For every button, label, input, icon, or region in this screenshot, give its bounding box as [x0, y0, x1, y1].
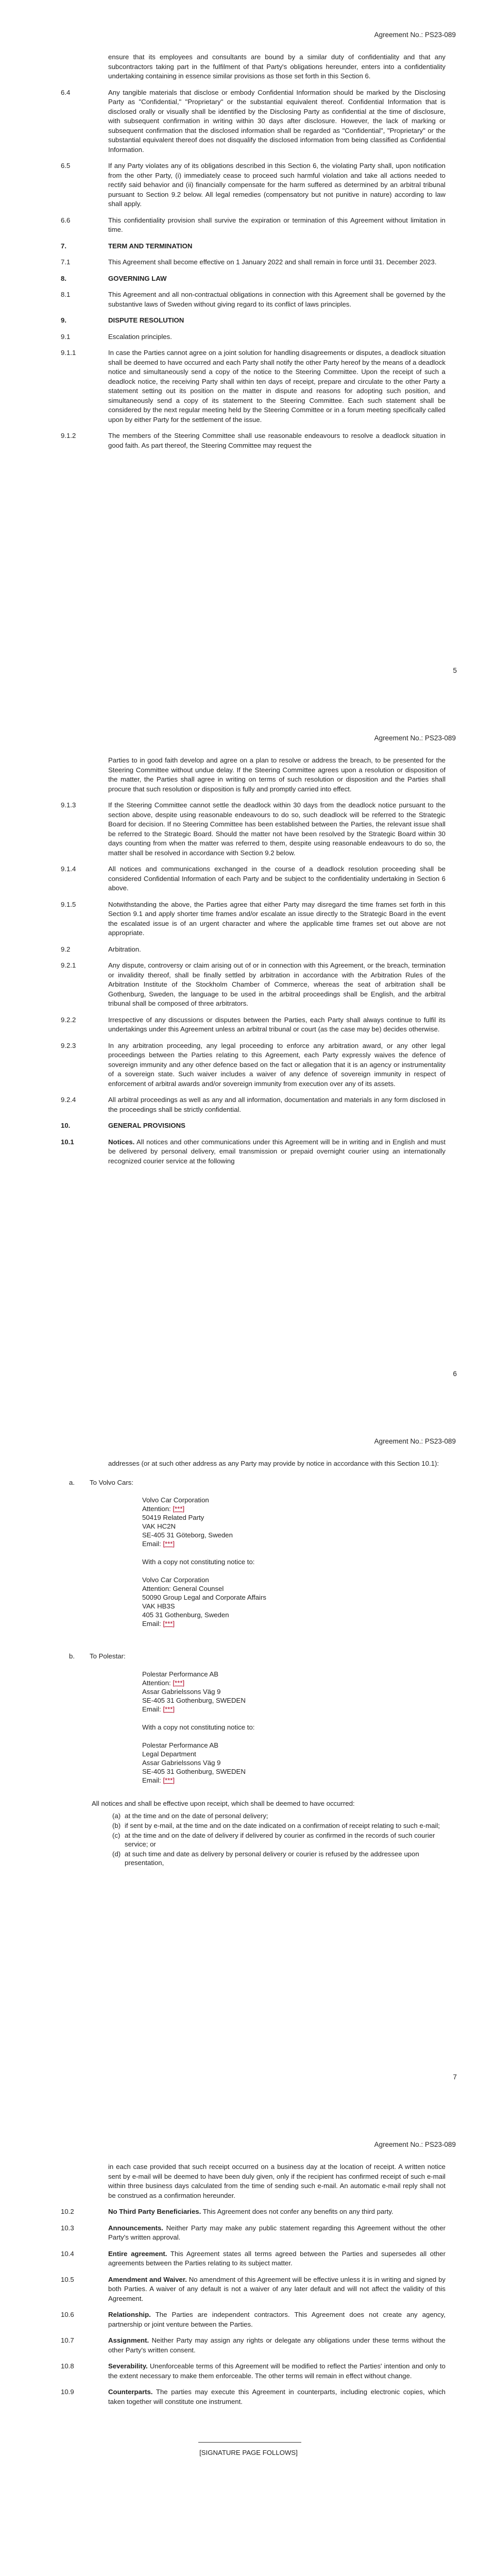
address-line: VAK HC2N — [142, 1522, 176, 1530]
address-line: Legal Department — [142, 1750, 196, 1758]
page-6 — [0, 703, 497, 1406]
section-title: DISPUTE RESOLUTION — [108, 316, 184, 324]
clause-6-6 — [61, 216, 445, 235]
list-label: b. — [69, 1652, 75, 1660]
clause-number: 10.9 — [61, 2388, 74, 2396]
clause-9-1 — [61, 332, 445, 342]
clause-number: 10.7 — [61, 2336, 74, 2344]
clause-number: 9.2.2 — [61, 1015, 76, 1024]
clause-9-2-3 — [61, 1041, 445, 1089]
clause-text: addresses (or at such other address as any Party may provide by notice in accordance with this Section 10.1): — [108, 1460, 439, 1467]
clause-title: Notices. — [108, 1138, 135, 1146]
receipt-item — [112, 1821, 445, 1830]
signature-divider — [198, 2442, 301, 2443]
address-line: 50419 Related Party — [142, 1514, 204, 1521]
clause-title: Severability. — [108, 2362, 148, 2370]
clause-number: 7.1 — [61, 258, 71, 266]
clause-text: If any Party violates any of its obligations described in this Section 6, the violating Party shall, upon notification from the other Party, (i) immediately cease to proceed such harmful violation and take all actions needed to rectify said behavior and (ii) financially compensate for the harm suffered as determined by an arbitral tribunal pursuant to Section 9.2 below. All legal remedies (compensatory but not punitive in nature) according to law shall apply. — [108, 162, 445, 208]
section-title: GENERAL PROVISIONS — [108, 1122, 185, 1129]
receipt-item-label: (d) — [112, 1850, 121, 1858]
address-line: Polestar Performance AB — [142, 1670, 219, 1678]
clause-text: This confidentiality provision shall survive the expiration or termination of this Agreement without limitation in time. — [108, 216, 445, 233]
clause-10-6 — [61, 2310, 445, 2329]
receipt-conditions — [112, 1811, 445, 1867]
page-5-content — [61, 53, 445, 457]
address-email: Email: [***] — [142, 1540, 175, 1548]
clause-number: 6.5 — [61, 162, 71, 170]
receipt-item-label: (c) — [112, 1832, 121, 1839]
clause-10-1 — [61, 1138, 445, 1166]
clause-body: This Agreement states all terms agreed between the Parties and supersedes all other agreements between the Parties relating to its subject matter. — [108, 2249, 445, 2267]
clause-number: 10.3 — [61, 2224, 74, 2232]
clause-text: Notwithstanding the above, the Parties agree that either Party may disregard the time frames set forth in this Section 9.1 and apply shorter time frames and/or escalate an issue directly to the Strategic Board in the event the escalated issue is of an urgent character and where the applicable time frames set out above are not appropriate. — [108, 900, 445, 937]
clause-text — [108, 2310, 445, 2329]
address-line: Assar Gabrielssons Väg 9 — [142, 1687, 221, 1696]
clause-body: All notices and other communications under this Agreement will be in writing and in English and must be delivered by personal delivery, email transmission or prepaid overnight courier using an internationally recognized courier service at the following — [108, 1138, 445, 1165]
clause-body: This Agreement does not confer any benefits on any third party. — [201, 2208, 393, 2215]
clause-text — [108, 2224, 445, 2243]
clause-number: 9.2.1 — [61, 961, 76, 969]
address-line: SE-405 31 Göteborg, Sweden — [142, 1531, 233, 1539]
list-label: a. — [69, 1478, 75, 1486]
clause-text: This Agreement and all non-contractual obligations in connection with this Agreement shall be governed by the substantive laws of Sweden without giving regard to its conflict of laws principles. — [108, 291, 445, 308]
clause-body: Neither Party may make any public statement regarding this Agreement without the other Party's written approval. — [108, 2224, 445, 2241]
receipt-item-label: (b) — [112, 1822, 121, 1829]
volvo-address-heading — [61, 1478, 445, 1488]
clause-9-1-4 — [61, 865, 445, 893]
clause-6-5 — [61, 161, 445, 209]
clause-text: This Agreement shall become effective on 1 January 2022 and shall remain in force until 31. December 2023. — [108, 258, 437, 266]
clause-number: 10.5 — [61, 2275, 74, 2283]
clause-text — [108, 2249, 445, 2268]
clause-body: Neither Party may assign any rights or delegate any obligations under these terms without the other Party's written consent. — [108, 2336, 445, 2354]
address-line: SE-405 31 Gothenburg, SWEDEN — [142, 1696, 246, 1704]
clause-number: 6.6 — [61, 216, 71, 224]
section-number: 9. — [61, 316, 66, 324]
section-heading-10 — [61, 1121, 445, 1131]
address-email: Email: [***] — [142, 1620, 175, 1628]
address-line: Volvo Car Corporation — [142, 1496, 209, 1504]
clause-body: Unenforceable terms of this Agreement will be modified to reflect the Parties' intention and only to the extent necessary to make them enforceable. The other terms will remain in effect without change. — [108, 2362, 445, 2380]
clause-title: Relationship. — [108, 2311, 151, 2318]
agreement-number-header: Agreement No.: PS23-089 — [374, 31, 456, 39]
page-number: 6 — [453, 1370, 457, 1378]
clause-text — [108, 1138, 445, 1166]
section-number: 8. — [61, 274, 66, 282]
clause-text: Any tangible materials that disclose or embody Confidential Information should be marked by the Disclosing Party as "Confidential," "Proprietary" or the substantial equivalent thereof. Confidential Information that is disclosed orally or visually shall be identified by the Disclosing Party as confidential at the time of disclosure, with subsequent confirmation in writing within 30 days after disclosure. However, the lack of marking or subsequent confirmation that the disclosed information shall be regarded as "Confidential", "Proprietary" or the substantial equivalent thereof does not disqualify the disclosed information from being classified as Confidential Information. — [108, 88, 445, 154]
clause-9-2-4 — [61, 1095, 445, 1114]
clause-number: 10.1 — [61, 1138, 74, 1146]
clause-9-1-1 — [61, 348, 445, 425]
address-line: Volvo Car Corporation — [142, 1576, 209, 1584]
clause-9-1-5 — [61, 900, 445, 938]
receipt-item — [112, 1811, 445, 1820]
clause-text: Any dispute, controversy or claim arising out of or in connection with this Agreement, or the breach, termination or invalidity thereof, shall be finally settled by arbitration in accordance with the Arbitration Rules of the Arbitration Institute of the Stockholm Chamber of Commerce, whereas the seat of arbitration shall be Gothenburg, Sweden, the language to be used in the arbitral proceedings shall be English, and the arbitral tribunal shall be composed of three arbitrators. — [108, 961, 445, 1007]
clause-10-8 — [61, 2362, 445, 2381]
copy-notice-label: With a copy not constituting notice to: — [142, 1723, 255, 1731]
page-5 — [0, 0, 497, 703]
clause-10-2 — [61, 2207, 445, 2217]
polestar-address-heading — [61, 1652, 445, 1662]
clause-number: 10.6 — [61, 2311, 74, 2318]
section-title: TERM AND TERMINATION — [108, 242, 193, 250]
clause-number: 6.4 — [61, 88, 71, 96]
clause-title: Assignment. — [108, 2336, 149, 2344]
receipt-item-text: at the time and on the date of personal delivery; — [125, 1812, 268, 1820]
agreement-number-header: Agreement No.: PS23-089 — [374, 734, 456, 742]
address-attention: Attention: [***] — [142, 1679, 185, 1687]
clause-body: No amendment of this Agreement will be effective unless it is in writing and signed by both Parties. A waiver of any default is not a waiver of any later default and will not affect the validity of this Agreement. — [108, 2275, 445, 2302]
receipt-intro: All notices and shall be effective upon receipt, which shall be deemed to have occurred: — [92, 1799, 355, 1807]
section-heading-9 — [61, 316, 445, 326]
clause-9-1-2 — [61, 431, 445, 450]
page-7 — [0, 1406, 497, 2110]
clause-10-4 — [61, 2249, 445, 2268]
section-number: 7. — [61, 242, 66, 250]
address-email: Email: [***] — [142, 1776, 175, 1784]
clause-10-5 — [61, 2275, 445, 2304]
clause-title: Counterparts. — [108, 2388, 153, 2396]
address-line: 50090 Group Legal and Corporate Affairs — [142, 1594, 266, 1601]
page-number: 5 — [453, 667, 457, 674]
address-line: Attention: General Counsel — [142, 1585, 224, 1592]
clause-9-2 — [61, 945, 445, 955]
agreement-number-header: Agreement No.: PS23-089 — [374, 2141, 456, 2148]
section-heading-8 — [61, 274, 445, 284]
clause-text: Escalation principles. — [108, 332, 172, 341]
address-line: 405 31 Gothenburg, Sweden — [142, 1611, 229, 1619]
address-line: VAK HB3S — [142, 1602, 175, 1610]
clause-9-2-2 — [61, 1015, 445, 1035]
polestar-copy-address — [142, 1741, 445, 1785]
clause-number: 9.1.2 — [61, 432, 76, 439]
page-7-content — [61, 1459, 445, 1868]
clause-number: 10.2 — [61, 2208, 74, 2215]
agreement-number-header: Agreement No.: PS23-089 — [374, 1437, 456, 1445]
clause-continuation — [61, 2162, 445, 2200]
clause-text: ensure that its employees and consultants are bound by a similar duty of confidentiality and that any subcontractors taking part in the fulfilment of that Party's obligations hereunder, enters into a confidentiality undertaking containing in essence similar provisions as those set forth in this Section 6. — [108, 53, 445, 80]
clause-number: 9.1.5 — [61, 900, 76, 908]
clause-10-7 — [61, 2336, 445, 2355]
clause-text: Arbitration. — [108, 945, 141, 953]
clause-number: 10.8 — [61, 2362, 74, 2370]
notice-addresses-intro — [61, 1459, 445, 1469]
clause-text: In case the Parties cannot agree on a joint solution for handling disagreements or disputes, a deadlock situation shall be deemed to have occurred and each Party shall notify the other Party hereof by the means of a deadlock notice and simultaneously send a copy of the notice to the Steering Committee. Upon the receipt of such a deadlock notice, the receiving Party shall within ten days of receipt, prepare and circulate to the other Party a statement setting out its position on the matter in dispute and reasons for adopting such position, and simultaneously send a copy of its statement to the Steering Committee. Each such statement shall be considered by the next regular meeting held by the Steering Committee or in a forum meeting specifically called upon by either Party for the settlement of the issue. — [108, 349, 445, 423]
clause-continuation — [61, 53, 445, 81]
clause-number: 9.1 — [61, 332, 71, 341]
clause-body: The parties may execute this Agreement in counterparts, including electronic copies, which taken together will constitute one instrument. — [108, 2388, 445, 2405]
clause-text: The members of the Steering Committee shall use reasonable endeavours to resolve a deadlock situation in good faith. As part thereof, the Steering Committee may request the — [108, 432, 445, 449]
page-number: 7 — [453, 2073, 457, 2081]
clause-number: 9.1.1 — [61, 349, 76, 357]
clause-text: All notices and communications exchanged in the course of a deadlock resolution proceeding shall be considered Confidential Information of each Party and be subject to the confidentiality undertaking in Section 6 above. — [108, 865, 445, 892]
signature-page-note: [SIGNATURE PAGE FOLLOWS] — [199, 2449, 298, 2456]
section-heading-7 — [61, 242, 445, 251]
receipt-item-text: at such time and date as delivery by personal delivery or courier is refused by the addressee upon presentation, — [125, 1850, 419, 1867]
clause-10-9 — [61, 2387, 445, 2406]
clause-number: 8.1 — [61, 291, 71, 298]
section-number: 10. — [61, 1122, 71, 1129]
page-6-content — [61, 756, 445, 1173]
address-email: Email: [***] — [142, 1705, 175, 1713]
clause-text — [108, 2207, 445, 2217]
clause-text — [108, 2336, 445, 2355]
clause-text: Parties to in good faith develop and agree on a plan to resolve or address the breach, to be presented for the Steering Committee without undue delay. If the Steering Committee agrees upon a resolution or disposition of the matter, the Parties shall agree in writing on terms of such resolution or disposition and the Parties shall procure that such resolution or disposition is fully and promptly carried into effect. — [108, 756, 445, 793]
address-attention: Attention: [***] — [142, 1505, 185, 1513]
clause-10-3 — [61, 2224, 445, 2243]
clause-text — [108, 2275, 445, 2304]
clause-number: 10.4 — [61, 2249, 74, 2258]
clause-text: In any arbitration proceeding, any legal proceeding to enforce any arbitration award, or any other legal proceedings between the Parties relating to this Agreement, each Party expressly waives the defence of sovereign immunity and any other defence based on the fact or allegation that it is an agency or instrumentality of a sovereign state. Such waiver includes a waiver of any defence of sovereign immunity in respect of enforcement of arbitral awards and/or sovereign immunity from execution over any of its assets. — [108, 1041, 445, 1088]
party-title: To Polestar: — [90, 1652, 126, 1660]
clause-text — [108, 2362, 445, 2381]
clause-title: Announcements. — [108, 2224, 163, 2232]
polestar-address — [142, 1670, 445, 1785]
address-line: Assar Gabrielssons Väg 9 — [142, 1758, 221, 1767]
party-title: To Volvo Cars: — [90, 1478, 134, 1486]
clause-9-2-1 — [61, 961, 445, 1009]
clause-text: If the Steering Committee cannot settle the deadlock within 30 days from the deadlock notice pursuant to the section above, despite using reasonable endeavours to do so, such deadlock will be referred to the Strategic Board for decision. If no Steering Committee has been established between the Parties, the relevant issue shall be referred to the Strategic Board. Should the matter not have been resolved by the Strategic Board within 30 days counting from when the matter was referred to them, despite using reasonable endeavours to do so, the matter shall be resolved in accordance with Section 9.2 below. — [108, 801, 445, 857]
clause-body: The Parties are independent contractors. This Agreement does not create any agency, partnership or joint venture between the Parties. — [108, 2311, 445, 2328]
clause-6-4 — [61, 88, 445, 155]
clause-title: Entire agreement. — [108, 2249, 167, 2258]
clause-text: in each case provided that such receipt occurred on a business day at the location of receipt. A written notice sent by e-mail will be deemed to have been duly given, only if the recipient has confirmed receipt of such e-mail within three business days calculated from the time of sending such e-mail. An automatic e-mail reply shall not be construed as a confirmation hereunder. — [108, 2163, 445, 2199]
section-title: GOVERNING LAW — [108, 274, 167, 282]
clause-continuation — [61, 756, 445, 794]
address-line: SE-405 31 Gothenburg, SWEDEN — [142, 1767, 246, 1775]
page-8-content — [61, 2162, 445, 2413]
volvo-copy-address — [142, 1575, 445, 1628]
volvo-address — [142, 1496, 445, 1628]
clause-8-1 — [61, 290, 445, 309]
clause-number: 9.2 — [61, 945, 71, 953]
receipt-item-text: at the time and on the date of delivery if delivered by courier as confirmed in the records of such courier service; or — [125, 1832, 435, 1848]
clause-number: 9.2.4 — [61, 1096, 76, 1104]
clause-number: 9.2.3 — [61, 1041, 76, 1049]
clause-title: No Third Party Beneficiaries. — [108, 2208, 201, 2215]
copy-notice-label: With a copy not constituting notice to: — [142, 1558, 255, 1566]
clause-9-1-3 — [61, 801, 445, 858]
receipt-item-label: (a) — [112, 1812, 121, 1820]
clause-number: 9.1.4 — [61, 865, 76, 873]
clause-text — [108, 2387, 445, 2406]
receipt-item-text: if sent by e-mail, at the time and on the date indicated on a confirmation of receipt relating to such e-mail; — [125, 1822, 440, 1829]
clause-7-1 — [61, 258, 445, 267]
clause-text: Irrespective of any discussions or disputes between the Parties, each Party shall always continue to fulfil its undertakings under this Agreement unless an arbitral tribunal or court (as the case may be) decides otherwise. — [108, 1015, 445, 1033]
address-line: Polestar Performance AB — [142, 1741, 219, 1749]
clause-text: All arbitral proceedings as well as any and all information, documentation and materials in any form disclosed in the proceedings shall be strictly confidential. — [108, 1096, 445, 1113]
receipt-item — [112, 1850, 445, 1867]
page-8 — [0, 2110, 497, 2576]
clause-number: 9.1.3 — [61, 801, 76, 809]
receipt-item — [112, 1831, 445, 1849]
clause-title: Amendment and Waiver. — [108, 2275, 187, 2283]
